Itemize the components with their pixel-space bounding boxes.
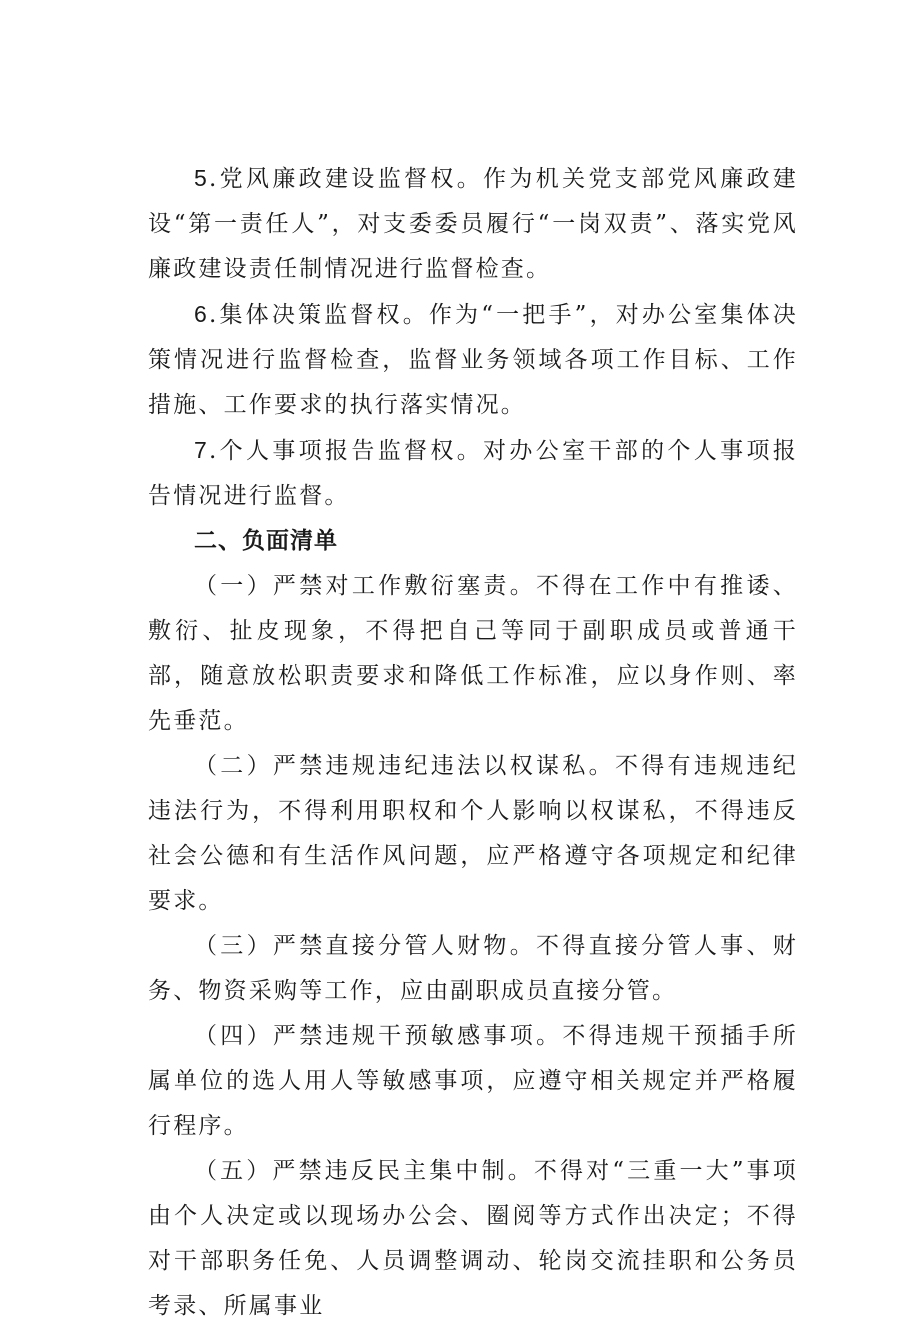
paragraph-text: .集体决策监督权。作为“一把手”，对办公室集体决策情况进行监督检查，监督业务领域各项工作目标、工作措施、工作要求的执行落实情况。 xyxy=(148,302,798,418)
section-heading: 二、负面清单 xyxy=(194,528,338,554)
item-number: 5 xyxy=(194,165,209,191)
negative-list-item-1: （一）严禁对工作敷衍塞责。不得在工作中有推诿、敷衍、扯皮现象，不得把自己等同于副职成员或普通干部，随意放松职责要求和降低工作标准，应以身作则、率先垂范。 xyxy=(148,573,798,734)
paragraph-item-5 xyxy=(148,156,798,292)
paragraph-text: .党风廉政建设监督权。作为机关党支部党风廉政建设“第一责任人”，对支委委员履行“一岗双责”、落实党风廉政建设责任制情况进行监督检查。 xyxy=(148,166,798,282)
negative-list-item-3: （三）严禁直接分管人财物。不得直接分管人事、财务、物资采购等工作，应由副职成员直接分管。 xyxy=(148,933,798,1004)
item-number: 7 xyxy=(194,437,209,463)
paragraph-item-6 xyxy=(148,292,798,428)
negative-list-item-5: （五）严禁违反民主集中制。不得对“三重一大”事项由个人决定或以现场办公会、圈阅等方式作出决定；不得对干部职务任免、人员调整调动、轮岗交流挂职和公务员考录、所属事业 xyxy=(148,1158,798,1319)
negative-list-item-4: （四）严禁违规干预敏感事项。不得违规干预插手所属单位的选人用人等敏感事项，应遵守相关规定并严格履行程序。 xyxy=(148,1023,798,1139)
paragraph-item-7 xyxy=(148,428,798,519)
paragraph-text: .个人事项报告监督权。对办公室干部的个人事项报告情况进行监督。 xyxy=(148,438,798,509)
item-number: 6 xyxy=(194,301,209,327)
document-body xyxy=(148,156,798,1329)
negative-list-item-2: （二）严禁违规违纪违法以权谋私。不得有违规违纪违法行为，不得利用职权和个人影响以权谋私，不得违反社会公德和有生活作风问题，应严格遵守各项规定和纪律要求。 xyxy=(148,753,798,914)
